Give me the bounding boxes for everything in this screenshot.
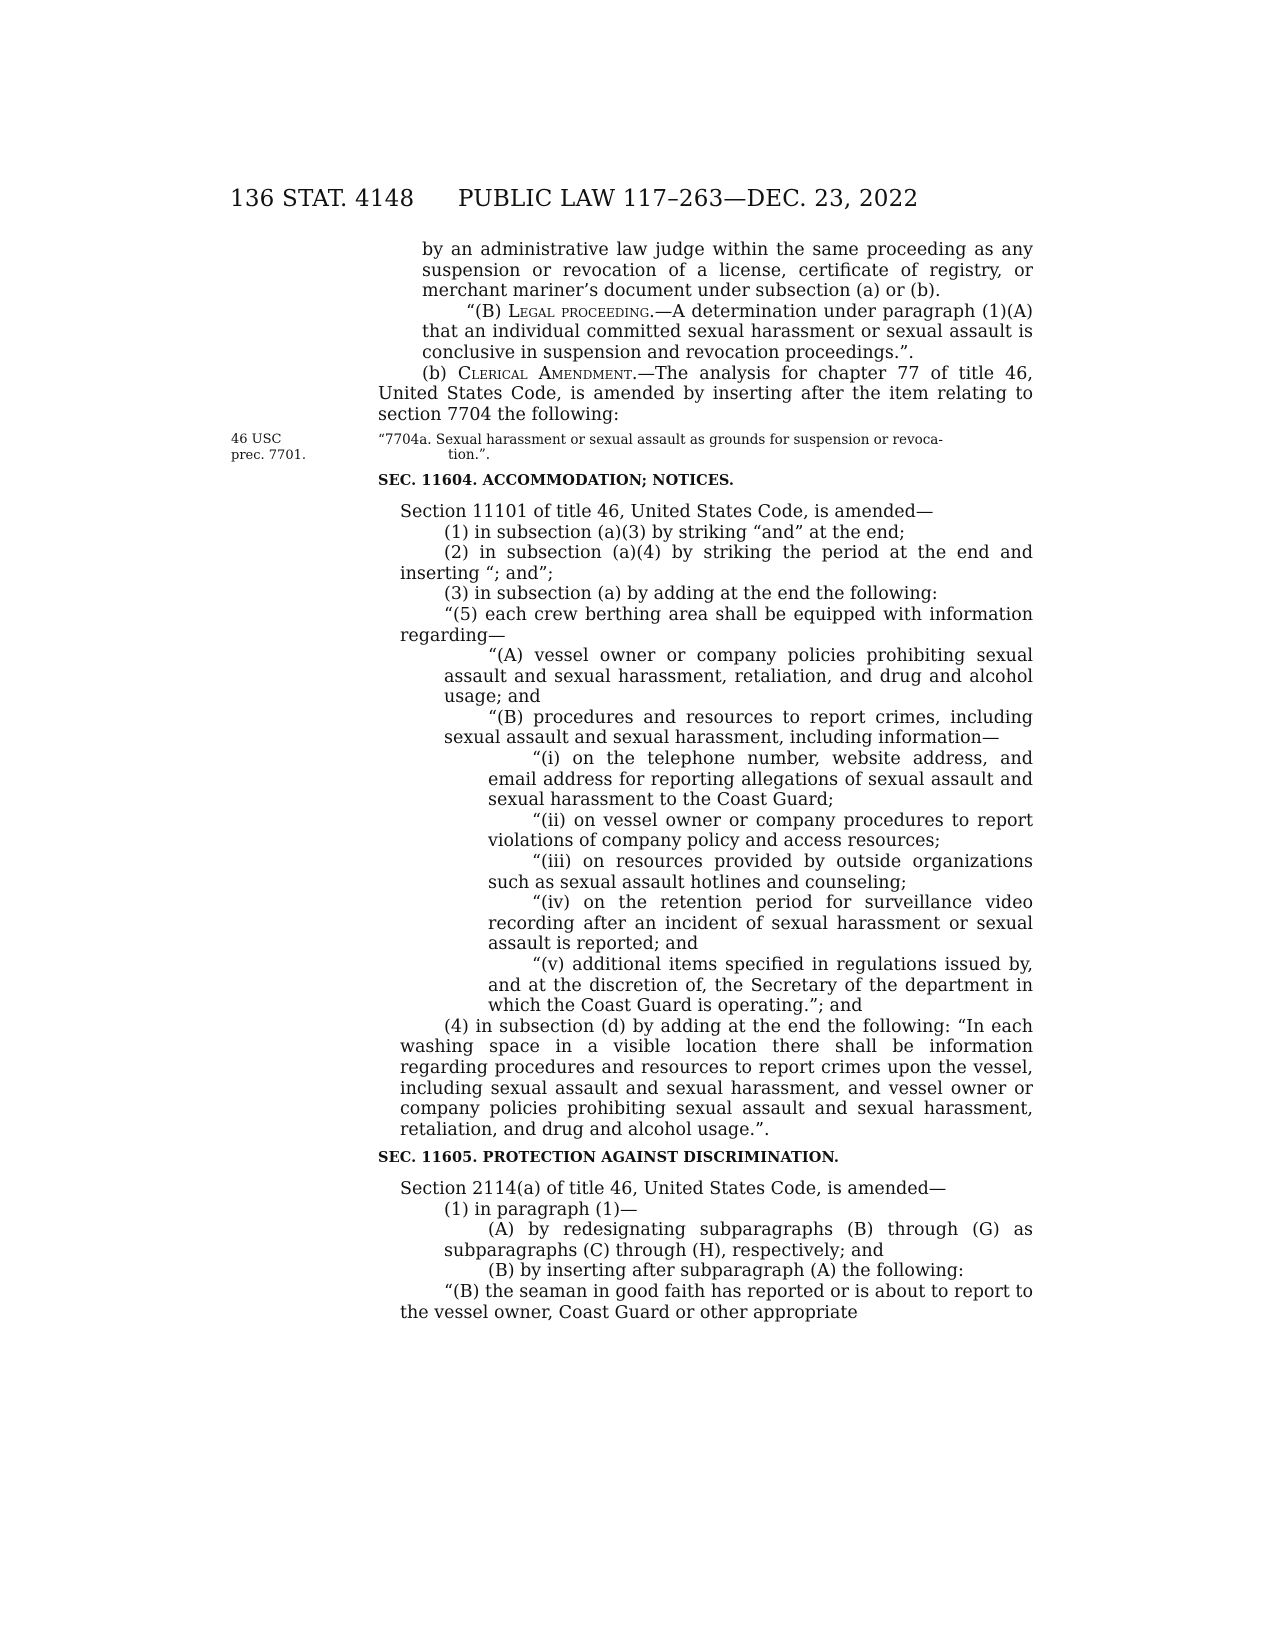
paragraph-lead: “(B) <box>466 301 508 322</box>
table-of-contents-entry <box>378 433 1033 463</box>
section-intro: Section 11101 of title 46, United States Code, is amended— <box>400 501 934 522</box>
section-heading-11605: SEC. 11605. PROTECTION AGAINST DISCRIMINATION. <box>378 1149 840 1167</box>
paragraph-clerical-amendment <box>378 364 1033 426</box>
margin-citation-note <box>231 432 306 464</box>
public-law-title: PUBLIC LAW 117–263—DEC. 23, 2022 <box>458 186 919 212</box>
list-item: “(B) procedures and resources to report crimes, including sexual assault and sexual harassment, including information— <box>444 707 1033 749</box>
list-item: (B) by inserting after subparagraph (A) the following: <box>488 1261 964 1282</box>
page-header <box>0 186 1275 226</box>
list-item: (3) in subsection (a) by adding at the end the following: <box>444 584 938 605</box>
paragraph-body: .—The analysis for chapter 77 of title 46, United States Code, is amended by inserting after the item relating to section 7704 the following: <box>378 363 1033 425</box>
list-item: (2) in subsection (a)(4) by striking the period at the end and inserting “; and”; <box>400 543 1033 584</box>
paragraph-heading: Legal proceeding <box>507 301 650 322</box>
section-intro: Section 2114(a) of title 46, United States Code, is amended— <box>400 1178 947 1199</box>
list-item: (4) in subsection (d) by adding at the end the following: “In each washing space in a visible location there shall be information regarding procedures and resources to report crimes upon the vessel, including sexual assault and sexual harassment, and vessel owner or company policies prohibiting sexual assault and sexual harassment, retaliation, and drug and alcohol usage.”. <box>400 1016 1033 1140</box>
paragraph-legal-proceeding <box>378 302 1033 364</box>
list-item: (1) in paragraph (1)— <box>444 1199 638 1220</box>
list-item: (1) in subsection (a)(3) by striking “and” at the end; <box>444 522 906 543</box>
section-heading-11604: SEC. 11604. ACCOMMODATION; NOTICES. <box>378 472 735 490</box>
list-item: “(v) additional items specified in regulations issued by, and at the discretion of, the Secretary of the department in which the Coast Guard is operating.”; and <box>488 955 1033 1017</box>
list-item: “(iv) on the retention period for surveillance video recording after an incident of sexual harassment or sexual assault is reported; and <box>488 893 1033 955</box>
list-item: “(iii) on resources provided by outside organizations such as sexual assault hotlines and counseling; <box>488 852 1033 893</box>
statute-page-reference: 136 STAT. 4148 <box>230 186 415 212</box>
statute-body <box>378 240 1033 1323</box>
margin-note-line-1: 46 USC <box>231 432 282 447</box>
paragraph-heading: Clerical Amendment <box>457 363 632 384</box>
list-item: “(5) each crew berthing area shall be equipped with information regarding— <box>400 604 1033 646</box>
toc-line-2: tion.”. <box>448 447 491 464</box>
paragraph-lead: (b) <box>422 363 458 384</box>
paragraph-body: .—A determination under paragraph (1)(A) that an individual committed sexual harassment or sexual assault is conclusive in suspension and revocation proceedings.”. <box>422 301 1033 363</box>
margin-note-line-2: prec. 7701. <box>231 448 306 463</box>
list-item: “(ii) on vessel owner or company procedures to report violations of company policy and access resources; <box>488 810 1033 852</box>
list-item: “(i) on the telephone number, website address, and email address for reporting allegations of sexual assault and sexual harassment to the Coast Guard; <box>488 749 1033 811</box>
toc-line-1: “7704a. Sexual harassment or sexual assault as grounds for suspension or revoca- <box>378 432 943 449</box>
list-item: “(B) the seaman in good faith has reported or is about to report to the vessel owner, Coast Guard or other appropriate <box>400 1281 1033 1323</box>
paragraph-continuation: by an administrative law judge within the same proceeding as any suspension or revocation of a license, certificate of registry, or merchant mariner’s document under subsection (a) or (b). <box>422 240 1033 302</box>
list-item: (A) by redesignating subparagraphs (B) through (G) as subparagraphs (C) through (H), respectively; and <box>444 1220 1033 1261</box>
list-item: “(A) vessel owner or company policies prohibiting sexual assault and sexual harassment, retaliation, and drug and alcohol usage; and <box>444 646 1033 708</box>
